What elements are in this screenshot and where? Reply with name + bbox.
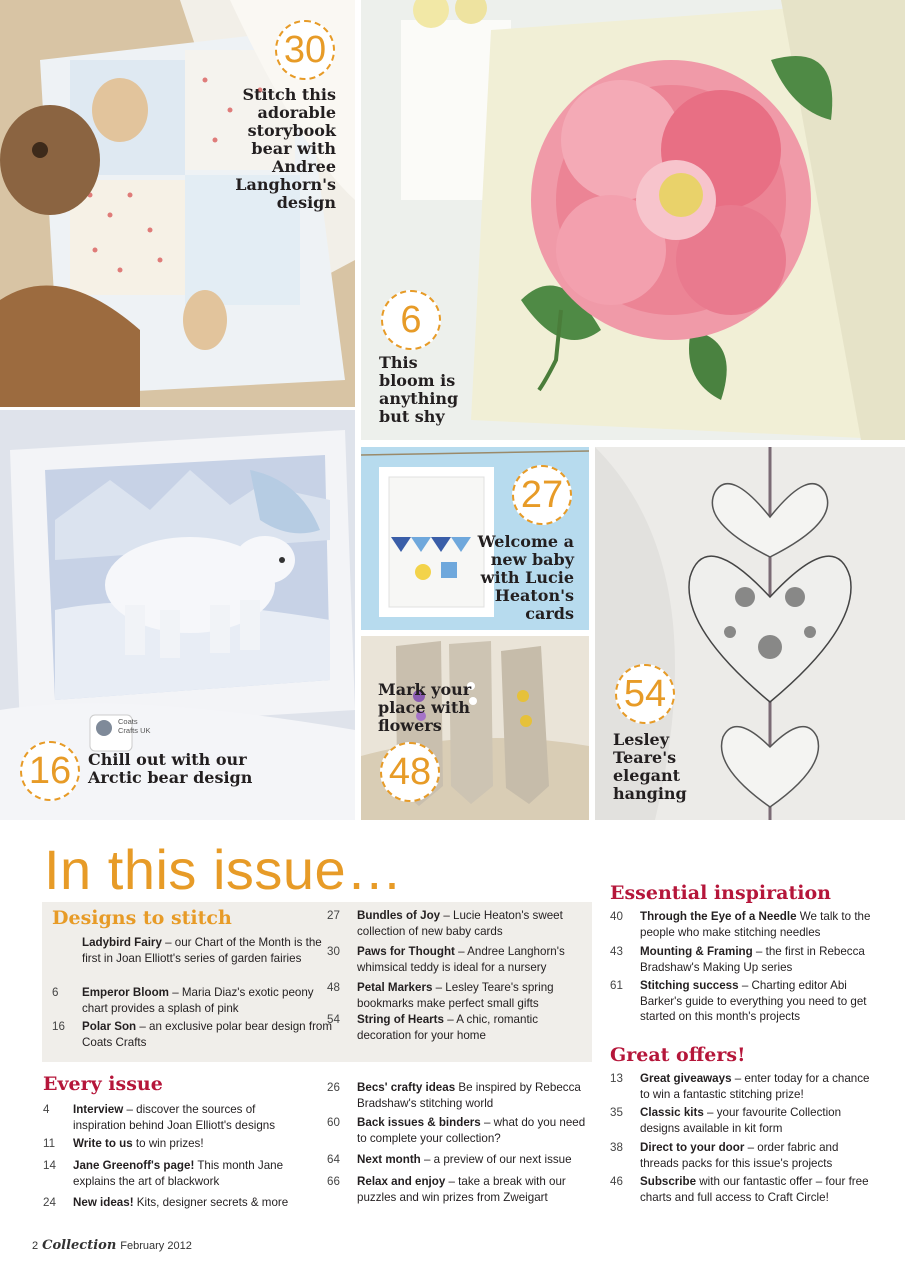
list-item[interactable]: 16 Polar Son – an exclusive polar bear design from Coats Crafts [52,1020,333,1049]
peony-page-badge[interactable]: 6 [381,290,441,350]
list-item[interactable]: 66 Relax and enjoy – take a break with our puzzles and win prizes from Zweigart [327,1175,566,1204]
list-item[interactable]: 43 Mounting & Framing – the first in Rebecca Bradshaw's Making Up series [610,945,865,974]
bookmarks-caption: Mark your place with flowers [378,680,472,735]
list-item[interactable]: 11 Write to us to win prizes! [43,1137,204,1150]
list-item[interactable]: 24 New ideas! Kits, designer secrets & more [43,1196,289,1209]
designs-heading: Designs to stitch [52,907,232,929]
list-item[interactable]: 35 Classic kits – your favourite Collection designs available in kit form [610,1106,842,1135]
list-item[interactable]: 38 Direct to your door – order fabric and threads packs for this issue's projects [610,1141,839,1170]
hearts-caption: Lesley Teare's elegant hanging [613,730,687,803]
page-footer [32,1238,192,1253]
list-item[interactable]: 60 Back issues & binders – what do you need to complete your collection? [327,1116,586,1145]
issue-date: February 2012 [120,1240,192,1252]
magazine-logo: Collection [42,1238,117,1253]
folio-number: 2 [32,1240,39,1252]
every-issue-heading: Every issue [43,1073,163,1095]
list-item[interactable]: 61 Stitching success – Charting editor Abi Barker's guide to everything you need to get started on this month's projects [610,979,867,1023]
bookmarks-page-badge[interactable]: 48 [380,742,440,802]
bear-caption: Stitch this adorable storybook bear with Andree Langhorn's design [235,85,336,212]
list-item[interactable]: 4 Interview – discover the sources of inspiration behind Joan Elliott's designs [43,1103,276,1132]
baby-cards-page-badge[interactable]: 27 [512,465,572,525]
bear-page-badge[interactable]: 30 [275,20,335,80]
list-item[interactable]: 14 Jane Greenoff's page! This month Jane explains the art of blackwork [43,1159,284,1188]
list-item[interactable]: 6 Emperor Bloom – Maria Diaz's exotic peony chart provides a splash of pink [52,986,314,1015]
list-item[interactable]: Ladybird Fairy – our Chart of the Month is the first in Joan Elliott's series of garden fairies [82,936,322,965]
list-item[interactable]: 26 Becs' crafty ideas Be inspired by Rebecca Bradshaw's stitching world [327,1081,581,1110]
list-item[interactable]: 40 Through the Eye of a Needle We talk to the people who make stitching needles [610,910,871,939]
essential-heading: Essential inspiration [610,882,831,904]
polar-bear-page-badge[interactable]: 16 [20,741,80,801]
list-item[interactable]: 13 Great giveaways – enter today for a chance to win a fantastic stitching prize! [610,1072,870,1101]
list-item[interactable]: 64 Next month – a preview of our next issue [327,1153,572,1166]
coats-crafts-logo: Coats Crafts UK [118,717,151,735]
list-item[interactable]: 48 Petal Markers – Lesley Teare's spring bookmarks make perfect small gifts [327,981,554,1010]
hearts-page-badge[interactable]: 54 [615,664,675,724]
baby-cards-caption: Welcome a new baby with Lucie Heaton's cards [477,532,574,623]
page-title: In this issue… [44,838,403,901]
list-item[interactable]: 54 String of Hearts – A chic, romantic decoration for your home [327,1013,539,1042]
polar-bear-caption: Chill out with our Arctic bear design [88,750,253,787]
list-item[interactable]: 30 Paws for Thought – Andree Langhorn's whimsical teddy is ideal for a nursery [327,945,565,974]
list-item[interactable]: 27 Bundles of Joy – Lucie Heaton's sweet collection of new baby cards [327,909,563,938]
offers-heading: Great offers! [610,1044,746,1066]
list-item[interactable]: 46 Subscribe with our fantastic offer – four free charts and full access to Craft Circle! [610,1175,869,1204]
peony-caption: This bloom is anything but shy [379,353,459,426]
